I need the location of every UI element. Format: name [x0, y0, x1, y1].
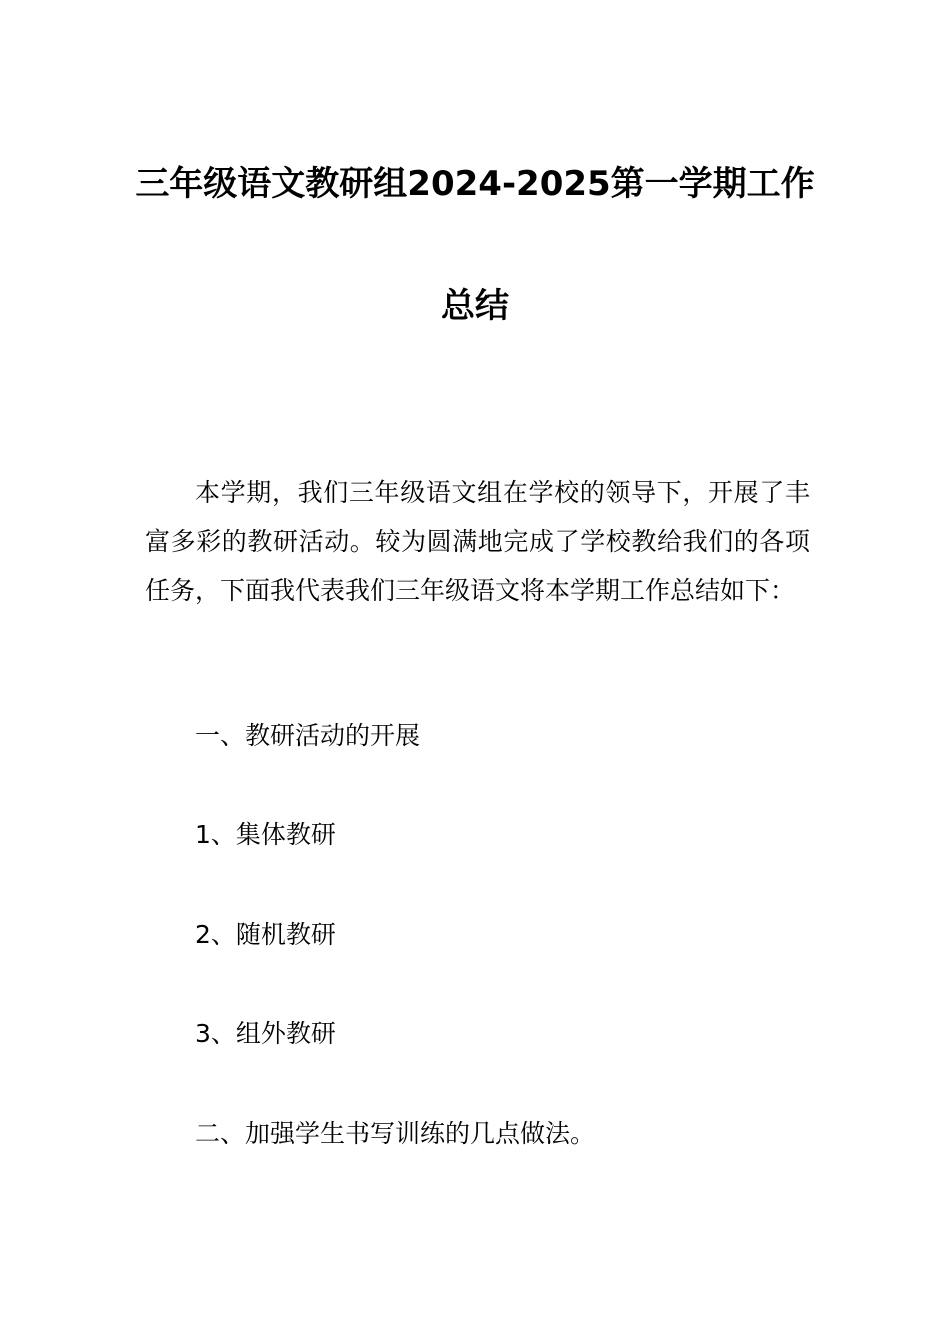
document-title-line-2: 总结: [441, 286, 509, 326]
document-title-line-1: 三年级语文教研组2024-2025第一学期工作: [135, 164, 815, 204]
section-heading-teaching-research: 一、教研活动的开展: [195, 721, 421, 750]
subsection-collective-research: 1、集体教研: [195, 820, 336, 849]
subsection-external-research: 3、组外教研: [195, 1019, 336, 1048]
subsection-random-research: 2、随机教研: [195, 920, 336, 949]
section-heading-writing-training: 二、加强学生书写训练的几点做法。: [195, 1119, 596, 1148]
intro-paragraph: 本学期，我们三年级语文组在学校的领导下，开展了丰富多彩的教研活动。较为圆满地完成了学校教给我们的各项任务，下面我代表我们三年级语文将本学期工作总结如下：: [145, 478, 810, 605]
